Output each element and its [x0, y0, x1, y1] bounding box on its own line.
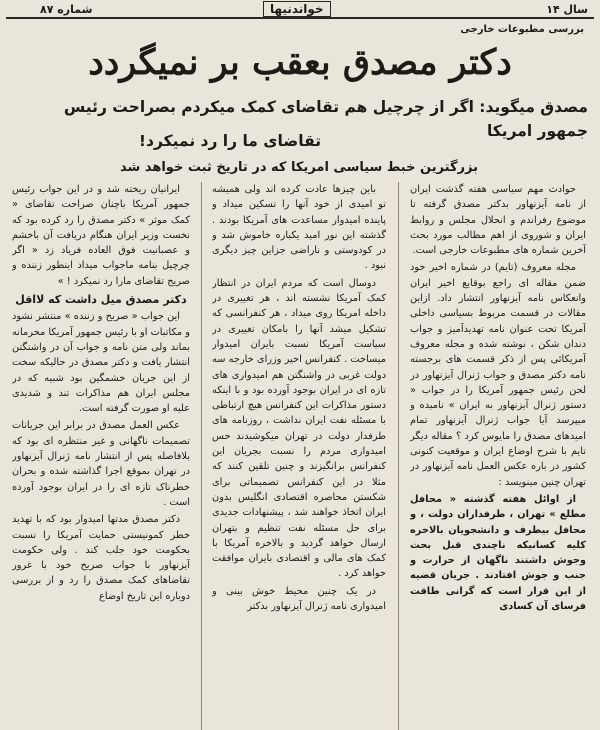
paragraph: این جواب « صریح و زننده » منتشر نشود و مکاتبات او با رئیس جمهور آمریکا محرمانه بماند ولی متن نامه و جواب آن در واشنگتن انتشار یافت و دکتر مصدق در حالیکه سخت از این جریان خشمگین بود شبیه که در مجلس ایران هم مذاکرات تند و شدیدی علیه او صورت گرفته است. — [12, 311, 190, 415]
paragraph: در یک چنین محیط خوش بینی و امیدواری نامه ژنرال آیزنهاور بدکتر — [212, 585, 386, 613]
issue-number: شماره ۸۷ — [40, 3, 93, 16]
column-separator — [201, 182, 202, 730]
paragraph: دوسال است که مردم ایران در انتظار کمک آمریکا نشسته اند ، هر تغییری در داخله امریکا روی میداد ، هر کنفرانسی که تشکیل میشد آنها را بامکان تغییری در سیاست آمریکا نسبت بایران امیدوار میساخت . کنفرانس اخیر وزرای خارجه سه دولت غربی در واشنگتن هم امیدواری های تازه ای در ایران بوجود آورده بود و با اینکه دستور مذاکرات این کنفرانس هیچ ارتباطی با مسئله نفت ایران نداشت ، روزنامه های طرفدار دولت در تهران میکوشیدند حس امیدواری مردم را نسبت بجریان این کنفرانس برانگیزند و چنین تلقین کنند که مثلا در این کنفرانس تصمیماتی برای شکستن محاصره اقتصادی انگلیس بدون ایران اتخاذ خواهند شد ، پیشنهادات جدیدی برای حل مسئله نفت تنظیم و بتهران ارسال خواهد گردید و بالاخره آمریکا با کمک های مالی و اقتصادی بایران موافقت خواهد کرد . — [212, 277, 386, 580]
paragraph: عکس العمل مصدق در برابر این جریانات تصمیمات ناگهانی و غیر منتظره ای بود که بلافاصله پس از انتشار نامه ژنرال آیزنهاور در تهران بموقع اجرا گذاشته شده و بحران خطرناک تازه ای را در ایران بوجود آورده است . — [12, 420, 190, 508]
year-label: سال ۱۴ — [546, 3, 588, 16]
headline: دکتر مصدق بعقب بر نمیگردد — [88, 42, 512, 83]
paragraph: باین چیزها عادت کرده اند ولی همیشه تو امیدی از خود آنها را تسکین میداد و پاینده امیدوار مساعدت های آمریکا بودند . گذشته این نور امید یکباره خاموش شد و در کودوستی و ناراضی جزاین چیز دیگری نبود . — [212, 184, 386, 272]
paragraph: مجله معروف (تایم) در شماره اخیر خود ضمن مقاله ای راجع بوقایع اخیر ایران وانعکاس نامه آیزنهاور انتشار داد. ازاین مقالات در قسمت مربوط بسیاسی داخلی آمریکا تحت عنوان نامه تهدیدآمیز و جواب دندان شکن ، نوشته شده و مجله معروف آمریکائی پس از ذکر قسمت های برجسته نامه دکتر مصدق و جواب ژنرال آیزنهاور در لحن رئیس جمهور آمریکا را در جواب « دستور ژنرال آیزنهاور به ایران » نامیده و میپرسد آیا جواب ژنرال آیزنهاور تمام امیدهای مصدق را مایوس کرد ؟ مقاله دیگر تایم با شرح اوضاع ایران و موقعیت کنونی کشور در باره عکس العمل نامه آیزنهاور در تهران چنین مینویسد : — [410, 262, 586, 488]
column-separator — [398, 182, 399, 730]
column-middle — [212, 182, 386, 730]
column-subhead: دکتر مصدق میل داشت که لااقل — [15, 293, 187, 307]
paragraph: از اوائل هفته گذشته « محافل مطلع » تهران ، طرفداران دولت ، و محافل بیطرف و دانشجویان بالاخره کلیه کسانیکه ناچندی قبل بحث وجوش داشتند ناگهان از حرارت و جنب و جوش افتادند . جریان قضیه از این قرار است که گرانی طاقت فرسای آن کسادی — [410, 493, 586, 613]
column-left — [12, 182, 190, 730]
paragraph: ایرانیان ریخته شد و در این جواب رئیس جمهور آمریکا باچنان صراحت تقاضای « کمک موثر » دکتر مصدق را رد کرده بود که نخست وزیر ایران هنگام دریافت آن باخشم و عصبانیت فوق العاده فریاد زد « اگر چرچیل بنامه ماجواب میداد اینطور زننده و صریح تقاضای مارا رد نمیکرد ! » — [12, 184, 190, 287]
paper-name: خواندنیها — [263, 1, 331, 17]
masthead-rule — [6, 17, 594, 19]
section-label: بررسی مطبوعات خارجی — [460, 24, 584, 35]
subheadline-1b: تقاضای ما را رد نمیکرد! — [138, 132, 322, 150]
subheadline-2: بزرگترین خبط سیاسی امریکا که در تاریخ ثبت خواهد شد — [120, 160, 478, 175]
paragraph: دکتر مصدق مدتها امیدوار بود که با تهدید خطر کمونیستی حمایت آمریکا را نسبت بحکومت خود جلب کند . ولی حکومت آیزنهاور با جواب صریح خود با غرور تقاضاهای کمک مصدق را رد و از بررسی دوباره این تاریخ اوضاع — [12, 514, 190, 602]
paragraph: حوادث مهم سیاسی هفته گذشت ایران از نامه آیزنهاور بدکتر مصدق گرفته تا موضوع رفراندم و انحلال مجلس و روابط ایران و شوروی از اهم مطالب مورد بحث آخرین شماره های مطبوعات خارجی است. — [410, 184, 586, 257]
column-right — [410, 182, 586, 730]
subheadline-1: مصدق میگوید: اگر از چرچیل هم تقاضای کمک میکردم بصراحت رئیس جمهور امریکا — [63, 98, 588, 140]
